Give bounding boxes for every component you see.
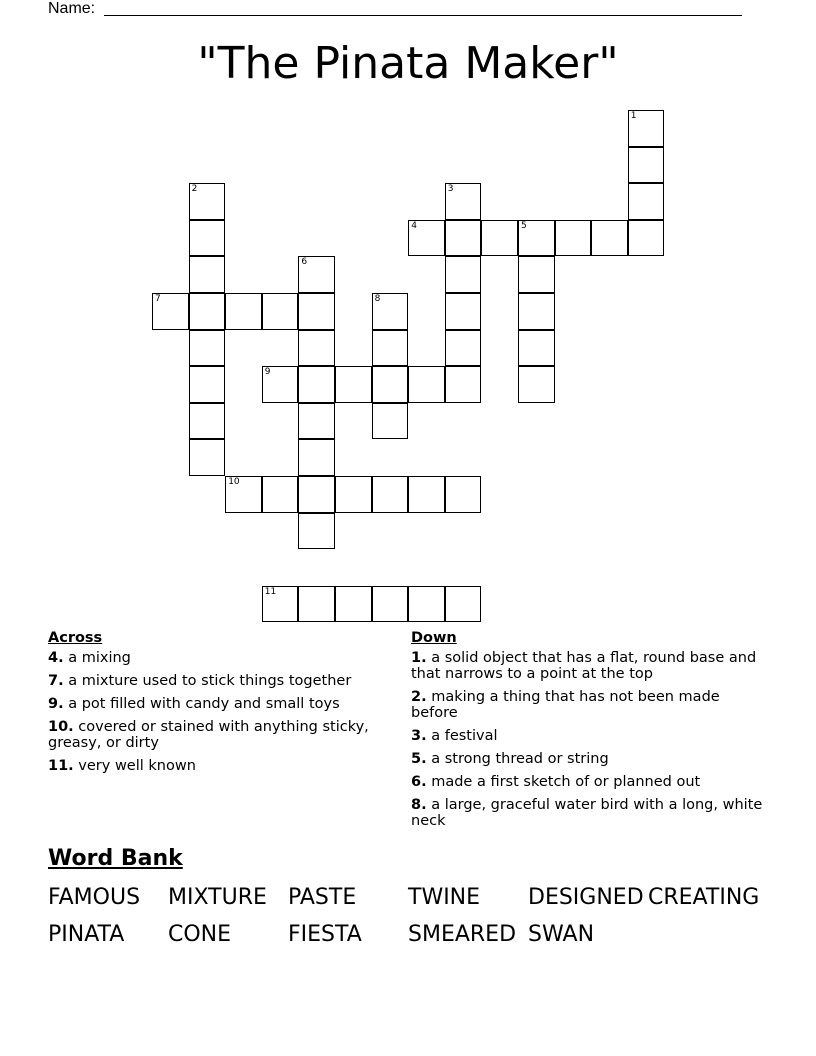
grid-cell[interactable]: [408, 476, 445, 513]
down-clue-5: 5. a strong thread or string: [411, 751, 609, 767]
down-clue-8: 8. a large, graceful water bird with a long, white neck: [411, 797, 763, 829]
down-clue-3: 3. a festival: [411, 728, 498, 744]
grid-cell[interactable]: [628, 183, 665, 220]
grid-cell[interactable]: [298, 293, 335, 330]
grid-cell[interactable]: [445, 330, 482, 367]
grid-cell[interactable]: [372, 293, 409, 330]
grid-cell[interactable]: [298, 476, 335, 513]
grid-cell[interactable]: [518, 330, 555, 367]
grid-cell[interactable]: [189, 183, 226, 220]
grid-cell[interactable]: [628, 147, 665, 184]
grid-cell[interactable]: [298, 330, 335, 367]
word-bank-word: TWINE: [408, 885, 481, 910]
grid-cell[interactable]: [518, 256, 555, 293]
word-bank-word: SWAN: [528, 922, 595, 947]
grid-cell[interactable]: [408, 220, 445, 257]
word-bank-word: PINATA: [48, 922, 125, 947]
grid-cell[interactable]: [298, 439, 335, 476]
grid-cell[interactable]: [298, 366, 335, 403]
word-bank-word: SMEARED: [408, 922, 517, 947]
grid-cell[interactable]: [372, 476, 409, 513]
clue-number: 2: [191, 184, 198, 195]
grid-cell[interactable]: [189, 256, 226, 293]
grid-cell[interactable]: [372, 366, 409, 403]
grid-cell[interactable]: [335, 366, 372, 403]
word-bank-word: CREATING: [648, 885, 760, 910]
grid-cell[interactable]: [518, 293, 555, 330]
down-clue-1: 1. a solid object that has a flat, round base and that narrows to a point at the top: [411, 650, 757, 682]
grid-cell[interactable]: [372, 586, 409, 623]
grid-cell[interactable]: [408, 586, 445, 623]
clue-number: 10: [228, 477, 240, 487]
grid-cell[interactable]: [225, 293, 262, 330]
clue-number: 11: [264, 586, 277, 597]
name-label: Name:: [48, 0, 96, 17]
grid-cell[interactable]: [372, 403, 409, 440]
clue-number: 5: [521, 220, 527, 231]
grid-cell[interactable]: [335, 476, 372, 513]
grid-cell[interactable]: [189, 220, 226, 257]
word-bank-word: DESIGNED: [528, 885, 644, 910]
grid-cell[interactable]: [481, 220, 518, 257]
down-clues: [411, 630, 766, 836]
grid-cell[interactable]: [225, 476, 262, 513]
grid-cell[interactable]: [189, 403, 226, 440]
down-clue-2: 2. making a thing that has not been made before: [411, 689, 720, 721]
grid-cell[interactable]: [555, 220, 592, 257]
grid-cell[interactable]: [189, 366, 226, 403]
grid-cell[interactable]: [189, 439, 226, 476]
grid-cell[interactable]: [445, 256, 482, 293]
grid-cell[interactable]: [189, 293, 226, 330]
grid-cell[interactable]: [445, 183, 482, 220]
down-clue-6: 6. made a first sketch of or planned out: [411, 774, 701, 790]
clue-number: 6: [301, 257, 308, 268]
grid-cell[interactable]: [518, 366, 555, 403]
clue-number: 3: [447, 184, 454, 195]
across-clue-7: 7. a mixture used to stick things together: [48, 673, 352, 689]
grid-cell[interactable]: [628, 220, 665, 257]
grid-cell[interactable]: [408, 366, 445, 403]
grid-cell[interactable]: [262, 293, 299, 330]
word-bank-title: Word Bank: [48, 846, 183, 871]
grid-cell[interactable]: [298, 586, 335, 623]
grid-cell[interactable]: [628, 110, 665, 147]
grid-cell[interactable]: [445, 366, 482, 403]
grid-cell[interactable]: [518, 220, 555, 257]
word-bank-word: FIESTA: [288, 922, 362, 947]
grid-cell[interactable]: [445, 476, 482, 513]
grid-cell[interactable]: [262, 366, 299, 403]
across-clue-11: 11. very well known: [48, 758, 196, 774]
clue-number: 7: [155, 294, 161, 304]
down-heading: Down: [411, 630, 457, 646]
across-clue-4: 4. a mixing: [48, 650, 131, 666]
across-clue-10: 10. covered or stained with anything sticky, greasy, or dirty: [48, 719, 369, 751]
grid-cell[interactable]: [152, 293, 189, 330]
grid-cell[interactable]: [298, 403, 335, 440]
grid-cell[interactable]: [445, 293, 482, 330]
grid-cell[interactable]: [335, 586, 372, 623]
word-bank-word: PASTE: [288, 885, 357, 910]
grid-cell[interactable]: [445, 220, 482, 257]
clue-number: 4: [411, 220, 417, 231]
across-clues: [48, 630, 398, 781]
word-bank-word: CONE: [168, 922, 232, 947]
grid-cell[interactable]: [372, 330, 409, 367]
grid-cell[interactable]: [298, 256, 335, 293]
clue-number: 8: [374, 294, 381, 304]
clue-number: 1: [630, 111, 637, 121]
grid-cell[interactable]: [591, 220, 628, 257]
grid-cell[interactable]: [189, 330, 226, 367]
grid-cell[interactable]: [445, 586, 482, 623]
clue-number: 9: [264, 367, 271, 378]
across-heading: Across: [48, 630, 103, 646]
across-clue-9: 9. a pot filled with candy and small toys: [48, 696, 340, 712]
word-bank-word: FAMOUS: [48, 885, 141, 910]
grid-cell[interactable]: [262, 586, 299, 623]
grid-cell[interactable]: [298, 513, 335, 550]
word-bank-word: MIXTURE: [168, 885, 267, 910]
grid-cell[interactable]: [262, 476, 299, 513]
page-title: "The Pinata Maker": [197, 38, 619, 89]
